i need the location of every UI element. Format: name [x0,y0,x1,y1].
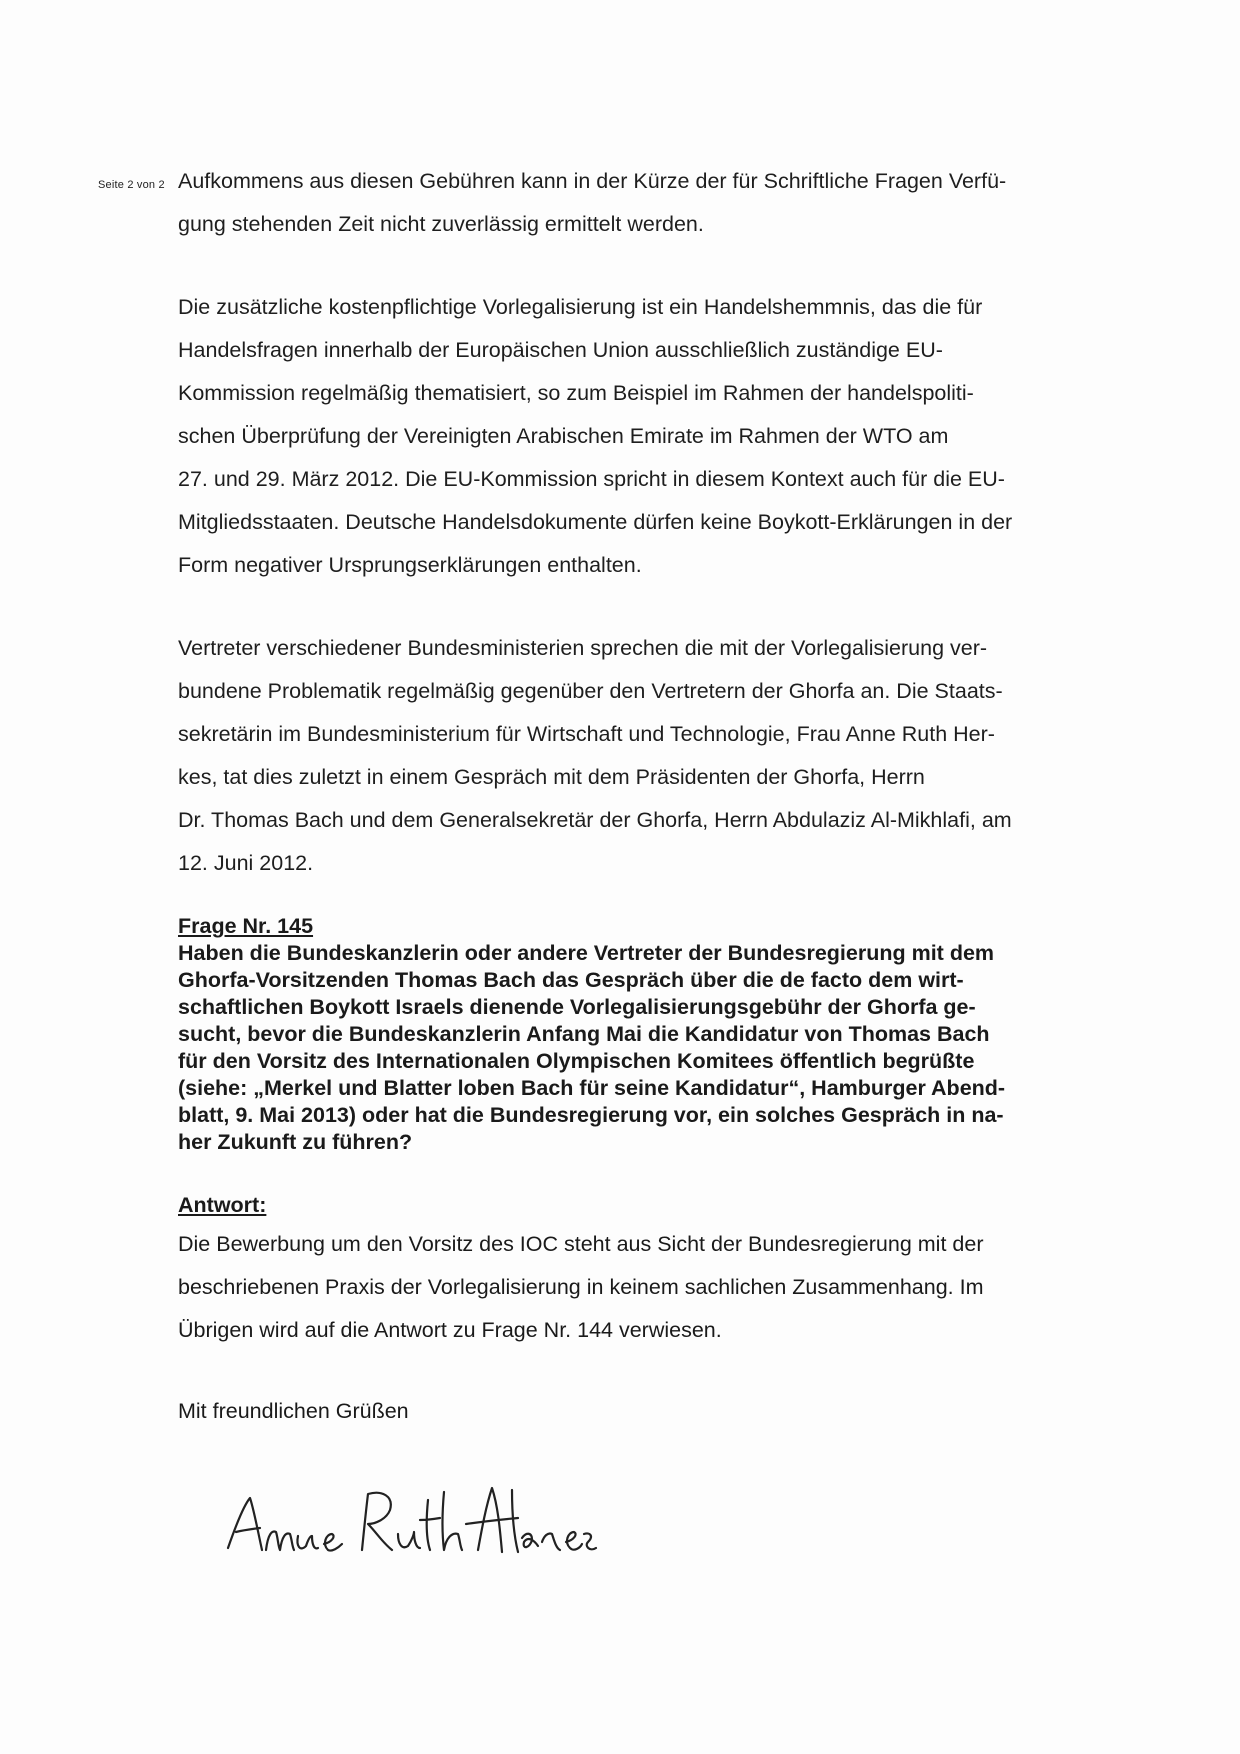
text-line: Ghorfa-Vorsitzenden Thomas Bach das Gespräch über die de facto dem wirt- [178,968,964,992]
paragraph-trade-barrier [178,286,1138,587]
text-line: (siehe: „Merkel und Blatter loben Bach für seine Kandidatur“, Hamburger Abend- [178,1076,1006,1100]
answer-text [178,1223,1138,1352]
text-line: sucht, bevor die Bundeskanzlerin Anfang Mai die Kandidatur von Thomas Bach [178,1022,990,1046]
question-text [178,940,1138,1156]
answer-section [178,1192,1138,1352]
paragraph-ministries [178,627,1138,885]
text-line: beschriebenen Praxis der Vorlegalisierung in keinem sachlichen Zusammenhang. Im [178,1275,984,1299]
closing-salutation: Mit freundlichen Grüßen [178,1399,409,1423]
text-line: gung stehenden Zeit nicht zuverlässig ermittelt werden. [178,212,704,236]
text-line: bundene Problematik regelmäßig gegenüber den Vertretern der Ghorfa an. Die Staats- [178,679,1003,703]
text-line: schaftlichen Boykott Israels dienende Vorlegalisierungsgebühr der Ghorfa ge- [178,995,976,1019]
text-line: Haben die Bundeskanzlerin oder andere Vertreter der Bundesregierung mit dem [178,941,995,965]
text-line: für den Vorsitz des Internationalen Olympischen Komitees öffentlich begrüßte [178,1049,975,1073]
answer-heading: Antwort: [178,1193,267,1217]
text-line: schen Überprüfung der Vereinigten Arabischen Emirate im Rahmen der WTO am [178,424,949,448]
handwritten-signature [222,1470,602,1580]
text-line: Vertreter verschiedener Bundesministerien sprechen die mit der Vorlegalisierung ver- [178,636,988,660]
text-line: 12. Juni 2012. [178,851,314,875]
letter-body [178,160,1138,1426]
text-line: Mitgliedsstaaten. Deutsche Handelsdokumente dürfen keine Boykott-Erklärungen in der [178,510,1013,534]
text-line: Form negativer Ursprungserklärungen enthalten. [178,553,642,577]
text-line: Dr. Thomas Bach und dem Generalsekretär der Ghorfa, Herrn Abdulaziz Al-Mikhlafi, am [178,808,1012,832]
page-number: Seite 2 von 2 [98,179,165,191]
text-line: 27. und 29. März 2012. Die EU-Kommission spricht in diesem Kontext auch für die EU- [178,467,1005,491]
text-line: Die zusätzliche kostenpflichtige Vorlegalisierung ist ein Handelshemmnis, das die für [178,295,983,319]
paragraph-continuation [178,160,1138,246]
text-line: blatt, 9. Mai 2013) oder hat die Bundesregierung vor, ein solches Gespräch in na- [178,1103,1004,1127]
text-line: Handelsfragen innerhalb der Europäischen Union ausschließlich zuständige EU- [178,338,943,362]
question-heading: Frage Nr. 145 [178,914,314,938]
question-section [178,913,1138,1156]
text-line: kes, tat dies zuletzt in einem Gespräch mit dem Präsidenten der Ghorfa, Herrn [178,765,925,789]
text-line: sekretärin im Bundesministerium für Wirtschaft und Technologie, Frau Anne Ruth Her- [178,722,995,746]
text-line: Kommission regelmäßig thematisiert, so zum Beispiel im Rahmen der handelspoliti- [178,381,974,405]
text-line: Die Bewerbung um den Vorsitz des IOC steht aus Sicht der Bundesregierung mit der [178,1232,984,1256]
text-line: Übrigen wird auf die Antwort zu Frage Nr. 144 verwiesen. [178,1318,722,1342]
text-line: her Zukunft zu führen? [178,1130,413,1154]
text-line: Aufkommens aus diesen Gebühren kann in der Kürze der für Schriftliche Fragen Verfü- [178,169,1007,193]
